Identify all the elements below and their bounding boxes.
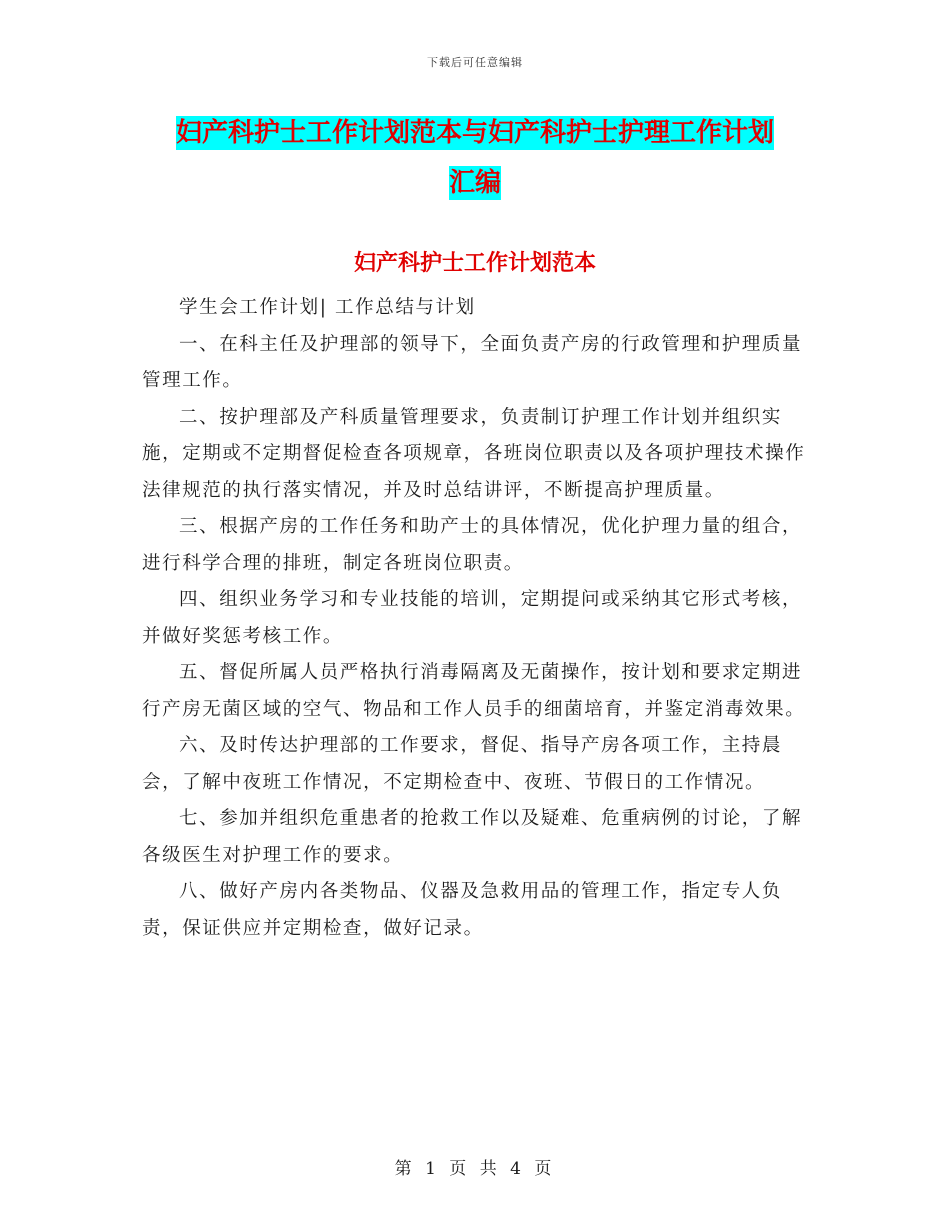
header-note: 下载后可任意编辑 [427, 56, 523, 69]
paragraph-5: 五、督促所属人员严格执行消毒隔离及无菌操作，按计划和要求定期进行产房无菌区域的空气、物品和工作人员手的细菌培育，并鉴定消毒效果。 [142, 662, 806, 720]
document-body [142, 290, 806, 947]
page-number: 第 1 页 共 4 页 [394, 1159, 556, 1179]
paragraph-8: 八、做好产房内各类物品、仪器及急救用品的管理工作，指定专人负责，保证供应并定期检查，做好记录。 [142, 881, 783, 939]
paragraph-intro: 学生会工作计划| 工作总结与计划 [179, 297, 476, 318]
title-line-1: 妇产科护士工作计划范本与妇产科护士护理工作计划 [175, 118, 774, 148]
paragraph-6: 六、及时传达护理部的工作要求，督促、指导产房各项工作，主持晨会，了解中夜班工作情况，不定期检查中、夜班、节假日的工作情况。 [142, 735, 783, 793]
paragraph-4: 四、组织业务学习和专业技能的培训，定期提问或采纳其它形式考核，并做好奖惩考核工作。 [142, 589, 803, 647]
paragraph-2: 二、按护理部及产科质量管理要求，负责制订护理工作计划并组织实施，定期或不定期督促检查各项规章，各班岗位职责以及各项护理技术操作法律规范的执行落实情况，并及时总结讲评，不断提高护理质量。 [142, 406, 806, 501]
document-title [140, 108, 810, 208]
paragraph-7: 七、参加并组织危重患者的抢救工作以及疑难、危重病例的讨论，了解各级医生对护理工作的要求。 [142, 808, 803, 866]
title-line-2: 汇编 [448, 168, 501, 198]
paragraph-1: 一、在科主任及护理部的领导下，全面负责产房的行政管理和护理质量管理工作。 [142, 333, 803, 391]
paragraph-3: 三、根据产房的工作任务和助产士的具体情况，优化护理力量的组合，进行科学合理的排班，制定各班岗位职责。 [142, 516, 803, 574]
section-title: 妇产科护士工作计划范本 [353, 251, 596, 276]
